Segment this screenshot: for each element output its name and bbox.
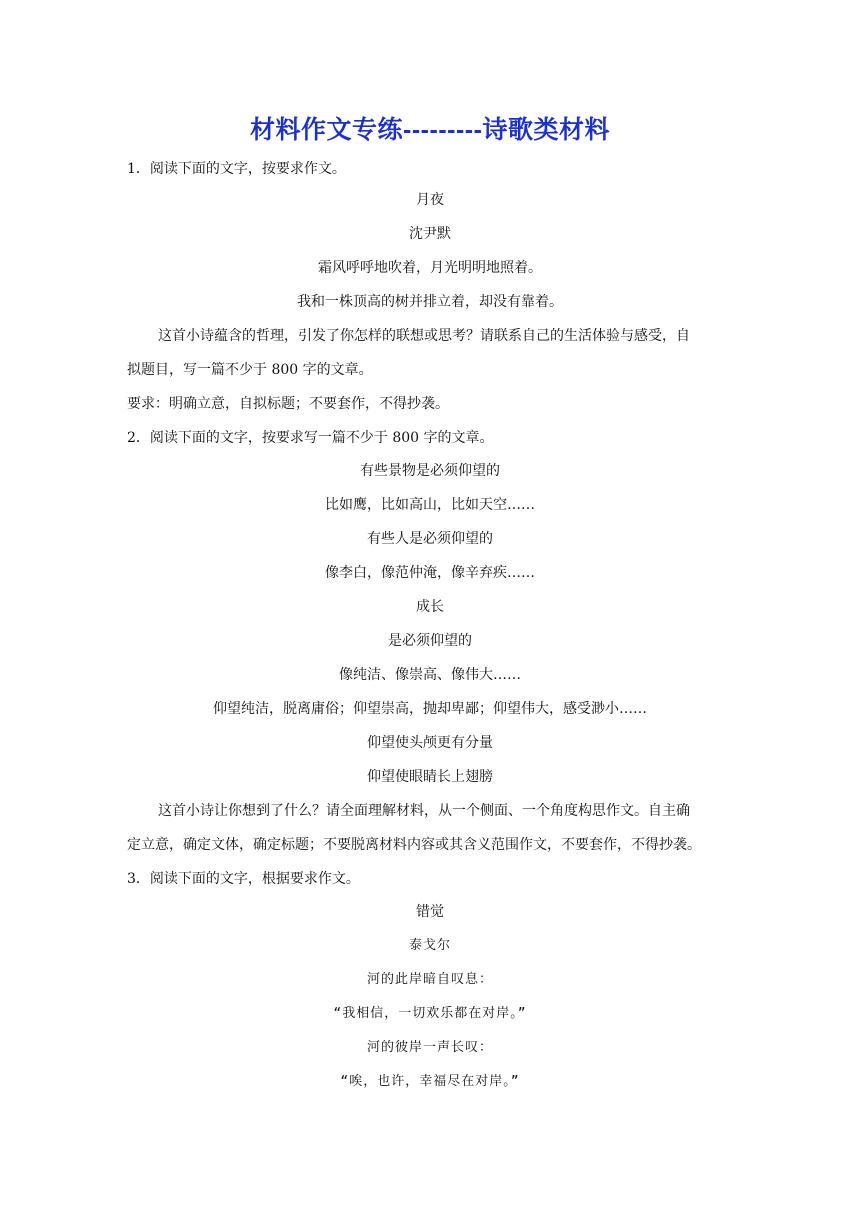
q3-poem-title: 错觉 (416, 904, 444, 920)
q2-task-line: 定立意，确定文体，确定标题；不要脱离材料内容或其含义范围作文，不要套作，不得抄袭。 (127, 837, 701, 853)
q1-prompt: 1．阅读下面的文字，按要求作文。 (127, 161, 346, 177)
q2-task-line: 这首小诗让你想到了什么？请全面理解材料，从一个侧面、一个角度构思作文。自主确 (158, 803, 690, 819)
q2-poem-line: 是必须仰望的 (388, 633, 472, 649)
q1-poem-title: 月夜 (416, 192, 444, 208)
q2-poem-line: 成长 (416, 599, 444, 615)
q2-poem-line: 有些人是必须仰望的 (367, 531, 493, 547)
q1-task-line: 拟题目，写一篇不少于 800 字的文章。 (127, 362, 373, 378)
q2-poem-line: 仰望纯洁，脱离庸俗；仰望崇高，抛却卑鄙；仰望伟大，感受渺小…… (213, 701, 647, 717)
q3-poem-line: 河的彼岸一声长叹： (366, 1040, 493, 1055)
q1-task-line: 这首小诗蕴含的哲理，引发了你怎样的联想或思考？请联系自己的生活体验与感受，自 (158, 328, 690, 344)
q2-poem-line: 仰望使眼睛长上翅膀 (367, 769, 493, 785)
q3-poem-author: 泰戈尔 (408, 938, 451, 953)
q2-poem-line: 像李白，像范仲淹，像辛弃疾…… (325, 565, 535, 581)
q2-poem-line: 比如鹰，比如高山，比如天空…… (325, 497, 535, 513)
q2-poem-line: 像纯洁、像崇高、像伟大…… (339, 667, 521, 683)
q2-poem-line: 仰望使头颅更有分量 (367, 735, 493, 751)
q3-poem-line: “我相信，一切欢乐都在对岸。” (333, 1006, 527, 1021)
q1-poem-line: 霜风呼呼地吹着，月光明明地照着。 (318, 260, 542, 276)
document-title: 材料作文专练---------诗歌类材料 (250, 116, 610, 144)
q1-poem-line: 我和一株顶高的树并排立着，却没有靠着。 (297, 294, 563, 310)
q2-poem-line: 有些景物是必须仰望的 (360, 463, 500, 479)
q1-poem-author: 沈尹默 (409, 226, 451, 242)
q2-prompt: 2．阅读下面的文字，按要求写一篇不少于 800 字的文章。 (127, 430, 494, 446)
q1-requirements: 要求：明确立意，自拟标题；不要套作，不得抄袭。 (127, 396, 449, 412)
q3-prompt: 3．阅读下面的文字，根据要求作文。 (127, 871, 360, 887)
q3-poem-line: “唉，也许，幸福尽在对岸。” (340, 1074, 520, 1089)
q3-poem-line: 河的此岸暗自叹息： (366, 972, 493, 987)
